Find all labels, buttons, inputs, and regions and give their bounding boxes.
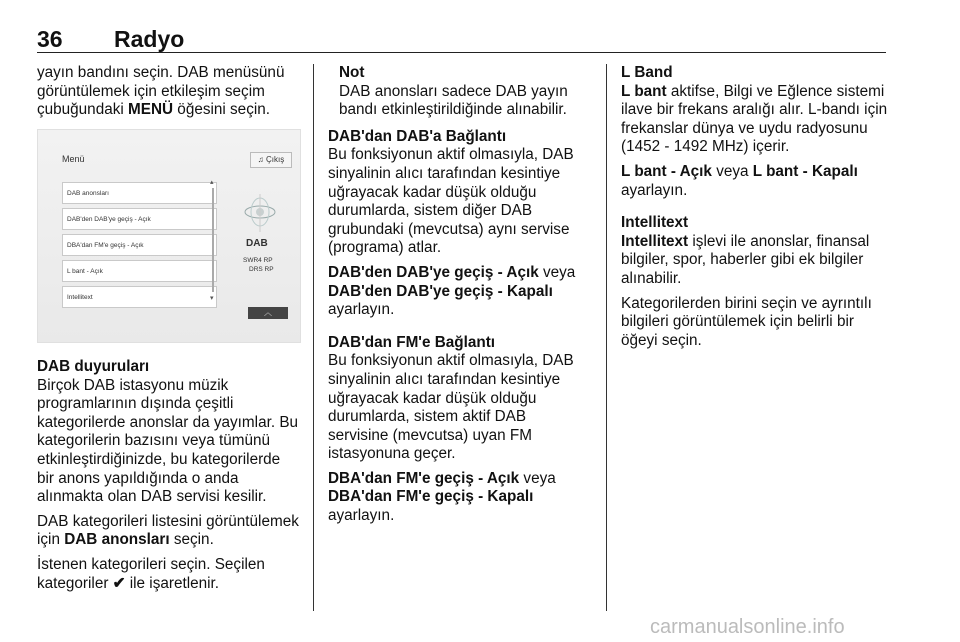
menu-item: DBA'dan FM'e geçiş - Açık	[62, 234, 217, 256]
column-divider-2	[606, 64, 607, 611]
paragraph-intellitext: Intellitext işlevi ile anonslar, finansal bilgiler, spor, haberler gibi ek bilgiler alınabilir.	[621, 232, 870, 287]
heading-dab-to-dab: DAB'dan DAB'a Bağlantı	[328, 127, 507, 145]
menu-scrollbar	[210, 178, 216, 304]
chevron-down-icon: ▾	[210, 295, 214, 302]
intro-paragraph: yayın bandını seçin. DAB menüsünü görüntülemek için etkileşim seçim çubuğundaki MENÜ öğesini seçin.	[37, 64, 285, 119]
paragraph-select-categories: İstenen kategorileri seçin. Seçilen kategoriler ✔ ile işaretlenir.	[37, 555, 265, 592]
collapse-button	[248, 307, 288, 319]
heading-intellitext: Intellitext	[621, 214, 689, 232]
note-text: DAB anonsları sadece DAB yayın bandı etkinleştirildiğinde alınabilir.	[339, 82, 568, 119]
heading-l-band: L Band	[621, 64, 673, 81]
note-title: Not	[339, 64, 365, 81]
menu-item: DAB anonsları	[62, 182, 217, 204]
column-1-lower	[37, 358, 299, 599]
chevron-up-icon: ︿	[264, 308, 272, 317]
paragraph-dab-options: DAB'den DAB'ye geçiş - Açık veya DAB'den DAB'ye geçiş - Kapalı ayarlayın.	[328, 263, 576, 319]
column-2	[328, 64, 590, 532]
page-number: 36	[37, 26, 63, 52]
column-3	[621, 64, 889, 356]
station-line-2: DRS RP	[249, 266, 274, 273]
paragraph-l-band-options: L bant - Açık veya L bant - Kapalı ayarlayın.	[621, 162, 858, 199]
chevron-up-icon: ▴	[210, 179, 214, 186]
menu-item: Intellitext	[62, 286, 217, 308]
exit-button: ♫ Çıkış	[250, 152, 292, 168]
menu-item: L bant - Açık	[62, 260, 217, 282]
note-box	[328, 64, 590, 120]
music-note-icon: ♫	[257, 155, 264, 164]
chapter-title: Radyo	[114, 26, 185, 52]
dab-logo-icon	[243, 192, 277, 234]
paragraph-l-band: L bant aktifse, Bilgi ve Eğlence sistemi ilave bir frekans aralığı alır. L-bandı için frekanslar dünya ve uydu radyosunu (1452 - 1492 MHz) içerir.	[621, 82, 888, 156]
check-icon: ✔	[112, 574, 126, 592]
paragraph-category-list: DAB kategorileri listesini görüntülemek için DAB anonsları seçin.	[37, 512, 299, 549]
heading-dab-to-fm: DAB'dan FM'e Bağlantı	[328, 333, 496, 351]
menu-item: DAB'den DAB'ye geçiş - Açık	[62, 208, 217, 230]
dab-menu-screenshot	[37, 129, 301, 343]
paragraph-category-select: Kategorilerden birini seçin ve ayrıntılı bilgileri görüntülemek için belirli bir öğeyi seçin.	[621, 294, 872, 349]
station-line-1: SWR4 RP	[243, 257, 273, 264]
paragraph-dab-to-fm: Bu fonksiyonun aktif olmasıyla, DAB sinyalinin alıcı tarafından kesintiye uğrayacak kadar düşük olduğu durumlarda, sistem aktif DAB servisine (mevcutsa) uyan FM istasyonuna geçer.	[328, 352, 574, 463]
menu-title: Menü	[62, 154, 85, 164]
dab-logo-text: DAB	[246, 238, 268, 249]
column-1	[37, 64, 299, 126]
heading-dab-announcements: DAB duyuruları	[37, 358, 150, 375]
header-divider	[37, 52, 886, 53]
paragraph-dab-to-dab: Bu fonksiyonun aktif olmasıyla, DAB sinyalinin alıcı tarafından kesintiye uğrayacak kadar düşük olduğu durumlarda, sistem diğer DAB grubundaki (mevcutsa) aynı servise (programa) atlar.	[328, 146, 574, 257]
column-divider-1	[313, 64, 314, 611]
paragraph-fm-options: DBA'dan FM'e geçiş - Açık veya DBA'dan FM'e geçiş - Kapalı ayarlayın.	[328, 469, 556, 525]
watermark: carmanualsonline.info	[650, 616, 845, 638]
paragraph-announcements: Birçok DAB istasyonu müzik programlarının dışında çeşitli kategorilerde anonslar da yayımlar. Bu kategorilerin bazısını veya tümünü etkinleştirdiğinizde, bu kategorilerde bir anons yapıldığında o anda alınmakta olan DAB servisi kesilir.	[37, 376, 299, 506]
